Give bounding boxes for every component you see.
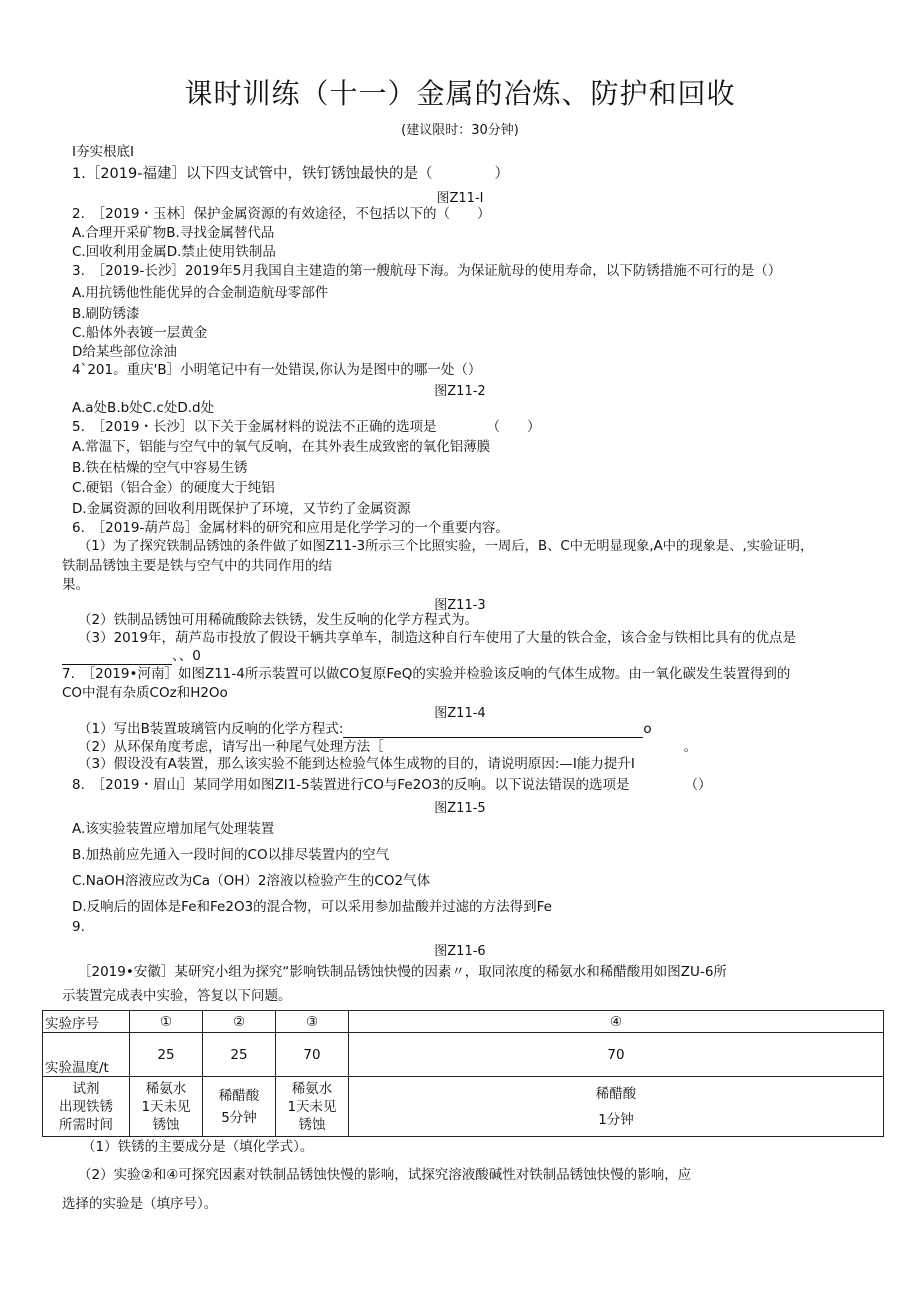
question-8-paren: （）: [684, 777, 712, 793]
question-5-option-b: B.铁在枯燥的空气中容易生锈: [72, 460, 248, 476]
table-cell: [349, 1077, 884, 1137]
table-label-time: 所需时间: [59, 1116, 113, 1133]
question-9-cont: 示装置完成表中实验，答复以下问题。: [62, 988, 292, 1004]
question-8-option-a: A.该实验装置应增加尾气处理装置: [72, 821, 275, 837]
table-cell: ②: [203, 1011, 276, 1033]
table-cell: ①: [130, 1011, 203, 1033]
table-cell: ④: [349, 1011, 884, 1033]
question-5-text: 5. ［2019・长沙］以下关于金属材料的说法不正确的选项是: [72, 419, 437, 435]
question-7-part-2-text: （2）从环保角度考虑，请写出一种尾气处理方法［: [78, 739, 384, 755]
table-row: [43, 1033, 884, 1077]
question-1: [72, 165, 509, 183]
question-8-text: 8. ［2019・眉山］某同学用如图ZI1-5装置进行CO与Fe2O3的反响。以下说法错误的选项是: [72, 777, 630, 793]
table-cell-reagent: 稀氨水: [145, 1080, 187, 1097]
question-6-part-3: （3）2019年，葫芦岛市投放了假设干辆共享单车，制造这种自行车使用了大量的铁合金，该合金与铁相比具有的优点是: [78, 630, 796, 646]
question-9: ［2019•安徽］某研究小组为探究“影响铁制品锈蚀快慢的因素〃，取同浓度的稀氨水和稀醋酸用如图ZU-6所: [78, 964, 727, 980]
question-7-part-1: [78, 720, 652, 738]
question-8-option-d: D.反响后的固体是Fe和Fe2O3的混合物，可以采用参加盐酸并过滤的方法得到Fe: [72, 899, 552, 915]
figure-caption-6: 图Z11-6: [434, 944, 486, 959]
page-title: 课时训练（十一）金属的冶炼、防护和回收: [184, 77, 736, 110]
question-9-part-2: （2）实验②和④可探究因素对铁制品锈蚀快慢的影响，试探究溶液酸碱性对铁制品锈蚀快慢的影响，应: [78, 1167, 692, 1183]
question-5: [72, 418, 541, 436]
table-cell-time: 1天未见锈蚀: [287, 1098, 337, 1133]
question-9-part-1: （1）铁锈的主要成分是（填化学式）。: [82, 1139, 314, 1155]
table-header-label: 实验温度/t: [43, 1033, 130, 1077]
question-3-option-a: A.用抗锈他性能优异的合金制造航母零部件: [72, 285, 329, 301]
table-cell: 25: [130, 1033, 203, 1077]
question-6-part-1-end: 果。: [62, 577, 89, 593]
table-label-reagent: 试剂: [72, 1080, 100, 1097]
table-row: [43, 1011, 884, 1033]
question-6-part-2: （2）铁制品锈蚀可用稀硫酸除去铁锈，发生反响的化学方程式为。: [78, 612, 479, 628]
question-6-part-3-blanks: 、、0: [172, 648, 201, 664]
question-6-part-1-cont: 铁制品锈蚀主要是铁与空气中的共同作用的结: [62, 558, 332, 574]
table-label-rust: 出现铁锈: [59, 1098, 113, 1115]
question-2: 2. ［2019・玉林］保护金属资源的有效途径，不包括以下的（ ）: [72, 206, 491, 222]
question-7-part-1-end: o: [643, 721, 652, 737]
question-2-options-cd: C.回收利用金属D.禁止使用铁制品: [72, 244, 276, 260]
question-8-option-b: B.加热前应先通入一段时间的CO以排尽装置内的空气: [72, 847, 390, 863]
table-cell: [276, 1077, 349, 1137]
question-7: 7. ［2019•河南］如图Z11-4所示装置可以做CO复原FeQ的实验并检验该反响的气体生成物。由一氧化碳发生装置得到的: [62, 666, 791, 682]
table-header-label: 实验序号: [43, 1011, 130, 1033]
table-cell: ③: [276, 1011, 349, 1033]
figure-caption-4: 图Z11-4: [434, 706, 486, 721]
question-8-option-c: C.NaOH溶液应改为Ca（OH）2溶液以检验产生的CO2气体: [72, 873, 431, 889]
figure-caption-2: 图Z11-2: [434, 384, 486, 399]
question-7-cont: CO中混有杂质COz和H2Oo: [62, 685, 228, 701]
table-cell: 70: [276, 1033, 349, 1077]
table-cell: 25: [203, 1033, 276, 1077]
question-5-option-c: C.硬铝（铝合金）的硬度大于纯铝: [72, 480, 275, 496]
question-2-options-ab: A.合理开采矿物B.寻找金属替代品: [72, 225, 275, 241]
question-7-part-2-end: 。: [683, 739, 698, 755]
question-7-part-3: （3）假设没有A装置，那么该实验不能到达检验气体生成物的目的，请说明原因:—I能力提升I: [78, 756, 635, 772]
table-cell-reagent: 稀醋酸: [595, 1085, 637, 1102]
figure-caption-3: 图Z11-3: [434, 598, 486, 613]
section-heading: I夯实根底I: [72, 144, 134, 160]
table-cell: [203, 1077, 276, 1137]
question-3-option-b: B.刷防锈漆: [72, 306, 140, 322]
question-7-part-2: [78, 738, 697, 756]
question-1-close: ）: [494, 166, 509, 182]
question-5-option-a: A.常温下，铝能与空气中的氧气反响，在其外表生成致密的氧化铝薄膜: [72, 439, 491, 455]
experiment-table: [42, 1010, 884, 1137]
table-cell-time: 1天未见锈蚀: [141, 1098, 191, 1133]
question-6: 6. ［2019-葫芦岛］金属材料的研究和应用是化学学习的一个重要内容。: [72, 520, 509, 536]
table-cell-reagent: 稀醋酸: [218, 1087, 260, 1104]
table-cell: 70: [349, 1033, 884, 1077]
figure-caption-1: 图Z11-I: [436, 191, 484, 206]
question-3-option-d: D给某些部位涂油: [72, 344, 177, 360]
table-header-label: [43, 1077, 130, 1137]
question-3-option-c: C.船体外表镀一层黄金: [72, 325, 208, 341]
question-6-part-3-answer: [62, 647, 201, 665]
question-4: 4`201。重庆'B］小明笔记中有一处错误,你认为是图中的哪一处（）: [72, 362, 482, 378]
table-cell: [130, 1077, 203, 1137]
question-5-paren: （ ）: [486, 419, 541, 435]
question-7-part-1-text: （1）写出B装置玻璃管内反响的化学方程式:: [78, 721, 344, 737]
table-row: [43, 1077, 884, 1137]
question-5-option-d: D.金属资源的回收利用既保护了环境，又节约了金属资源: [72, 501, 411, 517]
figure-caption-5: 图Z11-5: [434, 801, 486, 816]
question-8: [72, 776, 711, 794]
time-limit: (建议限时：30分钟): [401, 123, 519, 138]
question-3: 3. ［2019-长沙］2019年5月我国自主建造的第一艘航母下海。为保证航母的使用寿命，以下防锈措施不可行的是（）: [72, 263, 782, 279]
question-1-text: 1.［2019-福建］以下四支试管中，铁钉锈蚀最快的是（: [72, 166, 433, 182]
question-4-options: A.a处B.b处C.c处D.d处: [72, 400, 215, 416]
question-9-part-2-cont: 选择的实验是（填序号）。: [62, 1196, 218, 1212]
table-cell-time: 1分钟: [598, 1111, 634, 1128]
question-6-part-1: （1）为了探究铁制品锈蚀的条件做了如图Z11-3所示三个比照实验，一周后，B、C中无明显现象,A中的现象是、,实验证明，: [78, 539, 814, 554]
question-9-number: 9.: [72, 919, 85, 935]
table-cell-reagent: 稀氨水: [291, 1080, 333, 1097]
table-cell-time: 5分钟: [221, 1109, 257, 1126]
